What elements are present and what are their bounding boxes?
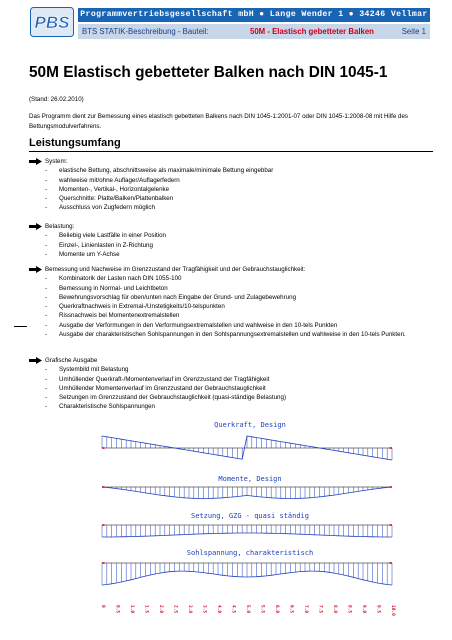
- feature-group-design: [29, 265, 433, 339]
- module-label: 50M - Elastisch gebetteter Balken: [250, 27, 374, 36]
- list-item: - Ausschluss von Zugfedern möglich: [45, 204, 155, 212]
- querkraft-marker-start: [102, 447, 105, 449]
- list-item: - Systembild mit Belastung: [45, 366, 129, 374]
- x-tick-label: 9.5: [375, 605, 381, 614]
- list-item: - Querkraftnachweis in Extremal-/Unstetigkeits/10-telspunkten: [45, 303, 225, 311]
- x-tick-label: 6.5: [288, 605, 294, 614]
- result-diagrams: [100, 415, 400, 635]
- list-item: - Momente um Y-Achse: [45, 250, 120, 258]
- chart-title-setzung: Setzung, GZG - quasi ständig: [190, 512, 310, 520]
- x-tick-label: 1.5: [143, 605, 149, 614]
- x-tick-label: 8.0: [332, 605, 337, 614]
- x-tick-label: 4.0: [216, 605, 221, 614]
- margin-mark: [14, 326, 27, 327]
- revision-date: (Stand: 26.02.2010): [29, 96, 84, 103]
- feature-group-graphics: [29, 356, 433, 412]
- list-item: - Rissnachweis bei Momentenextremalstellen: [45, 312, 180, 320]
- momente-diagram: [102, 486, 392, 498]
- chart-title-querkraft: Querkraft, Design: [214, 421, 286, 429]
- x-tick-label: 7.0: [303, 605, 308, 614]
- list-item: - Ausgabe der Verformungen in den Verformungsextremalstellen und wahlweise in den 10-tels Punkten: [45, 321, 338, 329]
- list-item: - Charakteristische Sohlspannungen: [45, 403, 155, 411]
- x-axis: [100, 605, 396, 616]
- list-item: - Beliebig viele Lastfälle in einer Position: [45, 232, 166, 240]
- list-item: - Bemessung in Normal- und Leichtbeton: [45, 284, 168, 292]
- x-tick-label: 5.5: [259, 605, 265, 614]
- momente-marker-end: [390, 486, 393, 488]
- x-tick-label: 4.5: [230, 605, 236, 614]
- x-tick-label: 1.0: [129, 605, 134, 614]
- setzung-marker-start: [102, 524, 105, 526]
- momente-marker-start: [102, 486, 105, 488]
- logo-text: PBS: [34, 13, 70, 32]
- setzung-marker-end: [390, 524, 393, 526]
- list-item: - elastische Bettung, abschnittsweise als maximale/minimale Bettung eingebbar: [45, 167, 274, 175]
- x-tick-label: 7.5: [317, 605, 323, 614]
- x-tick-label: 10.0: [390, 605, 395, 616]
- x-tick-label: 0: [100, 605, 105, 608]
- section-heading: Leistungsumfang: [29, 137, 121, 149]
- feature-list: [29, 166, 433, 212]
- page-number: Seite 1: [401, 27, 426, 36]
- list-item: - Querschnitte: Platte/Balken/Plattenbalken: [45, 195, 174, 203]
- group-heading: Belastung:: [45, 223, 75, 230]
- chart-title-sohlspannung: Sohlspannung, charakteristisch: [186, 549, 314, 557]
- pointer-hand-icon: [29, 266, 42, 273]
- list-item: - Umhüllender Momentenverlauf im Grenzzustand der Gebrauchstauglichkeit: [45, 384, 266, 392]
- group-heading: System:: [45, 158, 68, 165]
- x-tick-label: 5.0: [245, 605, 250, 614]
- x-tick-label: 0.5: [114, 605, 120, 614]
- chart-title-momente: Momente, Design: [218, 475, 282, 483]
- feature-list: [29, 231, 433, 259]
- feature-list: [29, 365, 433, 411]
- setzung-diagram: [102, 524, 392, 537]
- pointer-hand-icon: [29, 357, 42, 364]
- list-item: - wahlweise mit/ohne Auflager/Auflagerfedern: [45, 176, 180, 184]
- x-tick-label: 2.0: [158, 605, 163, 614]
- list-item: - Momenten-, Vertikal-, Horizontalgelenke: [45, 185, 170, 193]
- list-item: - Einzel-, Linienlasten in Z-Richtung: [45, 241, 153, 249]
- pointer-hand-icon: [29, 158, 42, 165]
- pointer-hand-icon: [29, 223, 42, 230]
- feature-group-system: [29, 157, 433, 213]
- list-item: - Ausgabe der charakteristischen Sohlspannungen in den Sohlspannungsextremalstellen und wahlweise in den 10-tels Punkten.: [45, 331, 406, 339]
- x-tick-label: 3.5: [201, 605, 207, 614]
- section-divider: [29, 151, 433, 152]
- querkraft-diagram: [102, 436, 392, 460]
- group-heading: Bemessung und Nachweise im Grenzzustand der Tragfähigkeit und der Gebrauchstauglichkeit:: [45, 266, 306, 273]
- x-tick-label: 3.0: [187, 605, 192, 614]
- group-heading: Grafische Ausgabe: [45, 357, 98, 364]
- page-title: 50M Elastisch gebetteter Balken nach DIN 1045-1: [29, 64, 388, 81]
- sohlspannung-diagram: [102, 562, 392, 585]
- list-item: - Bewehrungsvorschlag für oben/unten nach Eingabe der Grund- und Zulagebewehrung: [45, 293, 297, 301]
- company-banner: Programmvertriebsgesellschaft mbH ● Lange Wender 1 ● 34246 Vellmar: [78, 8, 430, 22]
- document-header-bar: [78, 24, 430, 39]
- intro-paragraph: Das Programm dient zur Bemessung eines elastisch gebetteten Balkens nach DIN 1045-1:2001-07 oder DIN 1045-1:2008-08 mit Hilfe des Bettungsmodulverfahrens.: [29, 113, 409, 130]
- list-item: - Kombinatorik der Lasten nach DIN 1055-100: [45, 275, 182, 283]
- x-tick-label: 6.0: [274, 605, 279, 614]
- x-tick-label: 2.5: [172, 605, 178, 614]
- list-item: - Umhüllender Querkraft-/Momentenverlauf im Grenzzustand der Tragfähigkeit: [45, 375, 270, 383]
- querkraft-marker-end: [390, 447, 393, 449]
- x-tick-label: 8.5: [346, 605, 352, 614]
- list-item: - Setzungen im Grenzzustand der Gebrauchstauglichkeit (quasi-ständige Belastung): [45, 394, 287, 402]
- sohlspannung-marker-start: [102, 562, 105, 564]
- sohlspannung-marker-end: [390, 562, 393, 564]
- doc-type-label: BTS STATIK-Beschreibung - Bauteil:: [82, 27, 209, 36]
- feature-group-loading: [29, 222, 433, 259]
- x-tick-label: 9.0: [361, 605, 366, 614]
- pbs-logo: [30, 7, 74, 37]
- feature-list: [29, 274, 433, 339]
